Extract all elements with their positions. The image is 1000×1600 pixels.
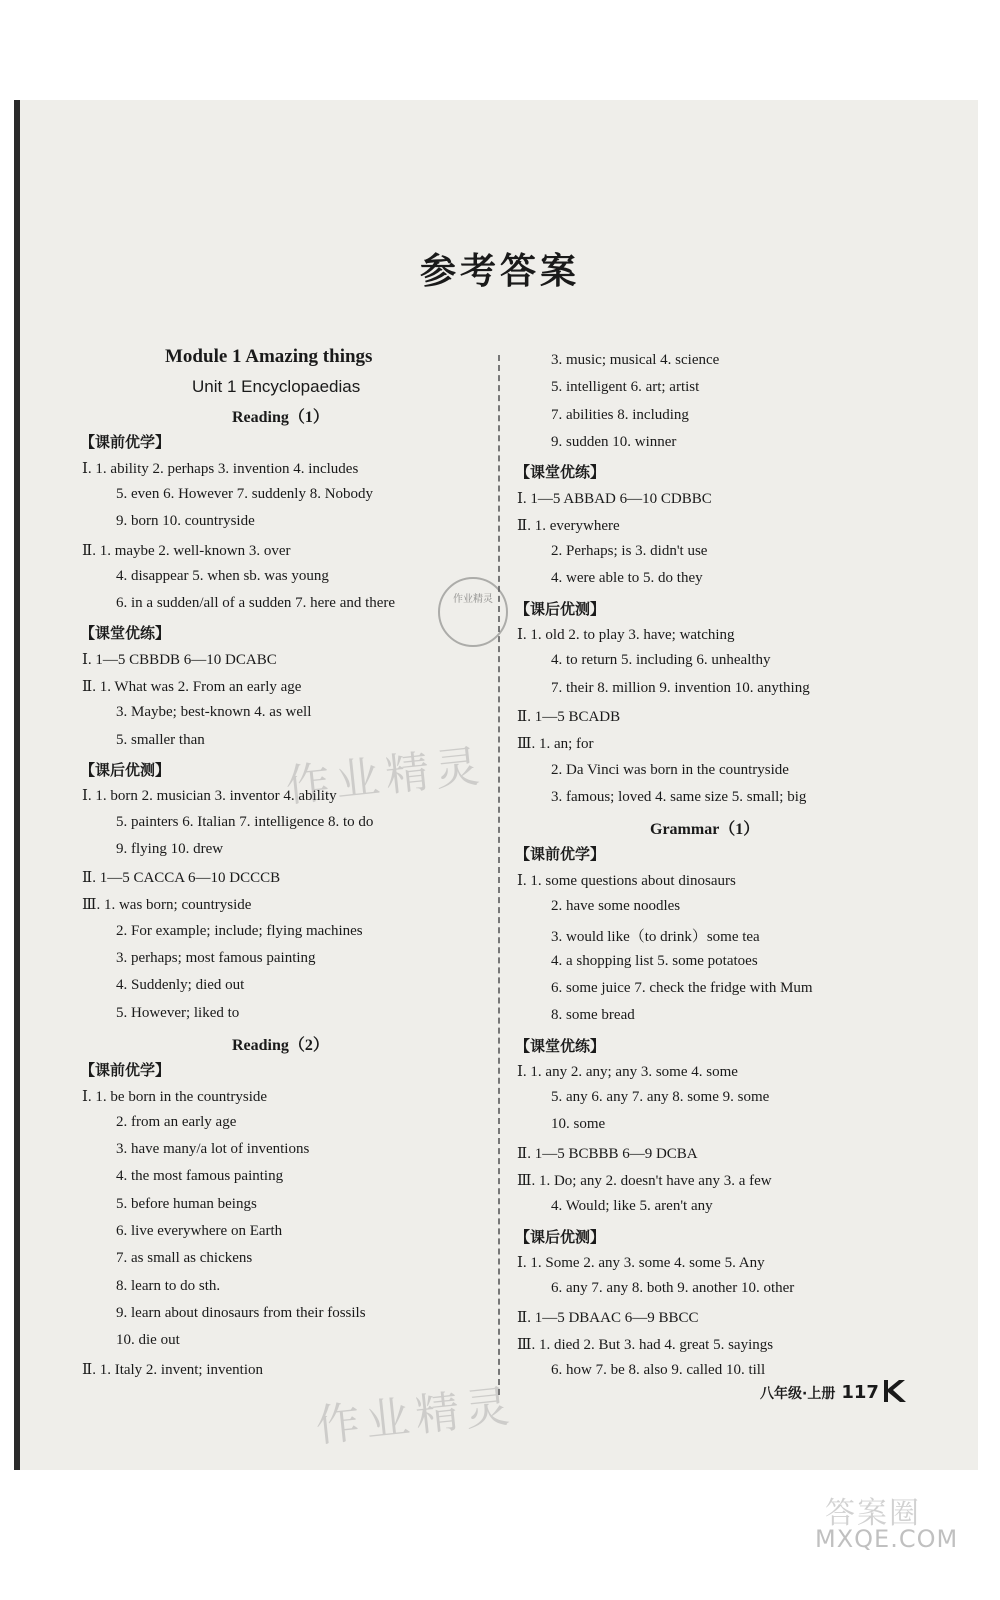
section-heading: 【课后优测】 xyxy=(515,1228,606,1246)
section-title: Reading（2） xyxy=(232,1036,329,1054)
answer-item: Ⅱ. 1—5 BCBBB 6—9 DCBA xyxy=(517,1145,698,1162)
answer-subline: 3. perhaps; most famous painting xyxy=(116,950,316,966)
answer-subline: 3. have many/a lot of inventions xyxy=(116,1141,310,1158)
answer-subline: 2. Da Vinci was born in the countryside xyxy=(551,761,789,778)
column-divider xyxy=(498,355,500,1395)
answer-subline: 4. the most famous painting xyxy=(116,1168,284,1185)
answer-subline: 8. learn to do sth. xyxy=(116,1277,221,1294)
publisher-logo-icon xyxy=(880,1378,908,1404)
answer-subline: 9. born 10. countryside xyxy=(116,513,255,530)
answer-item: Ⅰ. 1. old 2. to play 3. have; watching xyxy=(517,627,735,643)
answer-subline: 5. intelligent 6. art; artist xyxy=(551,379,700,396)
section-heading: 【课堂优练】 xyxy=(80,625,171,643)
answer-subline: 10. die out xyxy=(116,1332,180,1349)
answer-subline: 5. However; liked to xyxy=(116,1004,240,1021)
answer-subline: 5. smaller than xyxy=(116,731,205,748)
answer-item: Ⅱ. 1—5 DBAAC 6—9 BBCC xyxy=(517,1309,699,1326)
unit-title: Unit 1 Encyclopaedias xyxy=(192,377,361,396)
answer-subline: 7. abilities 8. including xyxy=(551,406,689,423)
answer-subline: 2. For example; include; flying machines xyxy=(116,922,363,939)
answer-item: Ⅱ. 1—5 CACCA 6—10 DCCCB xyxy=(82,870,281,887)
answer-item: Ⅱ. 1. Italy 2. invent; invention xyxy=(82,1361,264,1378)
answer-item: Ⅱ. 1—5 BCADB xyxy=(517,708,621,725)
answer-subline: 4. a shopping list 5. some potatoes xyxy=(551,952,758,969)
answer-item: Ⅲ. 1. died 2. But 3. had 4. great 5. sayings xyxy=(517,1336,774,1353)
watermark-stamp: 作业精灵 xyxy=(438,577,508,647)
section-heading: 【课后优测】 xyxy=(80,761,171,779)
page-number: 117 xyxy=(841,1382,879,1403)
section-heading: 【课前优学】 xyxy=(80,434,171,452)
answer-item: Ⅰ. 1. be born in the countryside xyxy=(82,1088,268,1105)
answer-item: Ⅲ. 1. an; for xyxy=(517,736,594,753)
answer-item: Ⅰ. 1. ability 2. perhaps 3. invention 4. includes xyxy=(82,460,359,477)
answer-subline: 4. Would; like 5. aren't any xyxy=(551,1198,713,1215)
answer-subline: 7. as small as chickens xyxy=(116,1250,253,1267)
answer-item: Ⅱ. 1. What was 2. From an early age xyxy=(82,679,302,695)
site-watermark-url: MXQE.COM xyxy=(815,1525,959,1553)
answer-subline: 9. sudden 10. winner xyxy=(551,433,677,450)
section-heading: 【课前优学】 xyxy=(80,1062,171,1080)
answer-subline: 4. to return 5. including 6. unhealthy xyxy=(551,652,771,669)
answer-subline: 9. flying 10. drew xyxy=(116,840,224,857)
section-heading: 【课堂优练】 xyxy=(515,464,606,482)
answer-subline: 6. live everywhere on Earth xyxy=(116,1223,283,1239)
answer-subline: 5. before human beings xyxy=(116,1195,257,1212)
answer-subline: 3. music; musical 4. science xyxy=(551,352,720,368)
answer-subline: 4. Suddenly; died out xyxy=(116,977,245,994)
answer-subline: 2. from an early age xyxy=(116,1113,237,1130)
answer-subline: 6. any 7. any 8. both 9. another 10. other xyxy=(551,1280,795,1297)
section-title: Grammar（1） xyxy=(650,821,760,839)
answer-subline: 3. Maybe; best-known 4. as well xyxy=(116,704,312,721)
watermark-lower: 作业精灵 xyxy=(313,1380,518,1453)
answer-subline: 10. some xyxy=(551,1116,606,1133)
answer-item: Ⅱ. 1. everywhere xyxy=(517,517,620,534)
answer-item: Ⅰ. 1—5 CBBDB 6—10 DCABC xyxy=(82,651,277,668)
answer-item: Ⅲ. 1. Do; any 2. doesn't have any 3. a few xyxy=(517,1173,772,1189)
left-column xyxy=(80,346,490,1386)
answer-subline: 8. some bread xyxy=(551,1007,635,1024)
page-binding-edge xyxy=(14,100,20,1470)
answer-subline: 6. some juice 7. check the fridge with Mum xyxy=(551,979,813,996)
answer-subline: 6. in a sudden/all of a sudden 7. here and there xyxy=(116,595,396,612)
answer-subline: 5. painters 6. Italian 7. intelligence 8. to do xyxy=(116,813,374,830)
page-title: 参考答案 xyxy=(419,251,580,291)
answer-subline: 2. Perhaps; is 3. didn't use xyxy=(551,543,708,560)
answer-item: Ⅲ. 1. was born; countryside xyxy=(82,897,252,914)
answer-subline: 2. have some noodles xyxy=(551,898,681,914)
answer-item: Ⅰ. 1. born 2. musician 3. inventor 4. ability xyxy=(82,788,337,805)
module-title: Module 1 Amazing things xyxy=(165,346,373,367)
answer-item: Ⅰ. 1. Some 2. any 3. some 4. some 5. Any xyxy=(517,1254,765,1271)
watermark-upper: 作业精灵 xyxy=(283,740,488,813)
right-column xyxy=(515,346,935,1386)
answer-subline: 9. learn about dinosaurs from their fossils xyxy=(116,1304,366,1321)
answer-subline: 5. even 6. However 7. suddenly 8. Nobody xyxy=(116,485,374,502)
answer-item: Ⅰ. 1. some questions about dinosaurs xyxy=(517,872,736,889)
answer-subline: 3. famous; loved 4. same size 5. small; big xyxy=(551,788,807,805)
page-footer xyxy=(760,1382,879,1403)
section-heading: 【课堂优练】 xyxy=(515,1037,606,1055)
section-heading: 【课后优测】 xyxy=(515,600,606,618)
section-title: Reading（1） xyxy=(232,409,329,426)
answer-subline: 7. their 8. million 9. invention 10. anything xyxy=(551,679,810,696)
answer-item: Ⅱ. 1. maybe 2. well-known 3. over xyxy=(82,542,291,559)
answer-item: Ⅰ. 1—5 ABBAD 6—10 CDBBC xyxy=(517,490,712,507)
answer-subline: 4. were able to 5. do they xyxy=(551,570,703,587)
answer-subline: 3. would like（to drink）some tea xyxy=(551,929,760,946)
answer-subline: 5. any 6. any 7. any 8. some 9. some xyxy=(551,1089,770,1106)
answer-item: Ⅰ. 1. any 2. any; any 3. some 4. some xyxy=(517,1063,738,1080)
site-watermark-cn: 答案圈 xyxy=(825,1496,921,1531)
section-heading: 【课前优学】 xyxy=(515,846,606,864)
answer-subline: 6. how 7. be 8. also 9. called 10. till xyxy=(551,1362,766,1379)
grade-label: 八年级·上册 xyxy=(760,1386,836,1402)
answer-subline: 4. disappear 5. when sb. was young xyxy=(116,567,329,584)
